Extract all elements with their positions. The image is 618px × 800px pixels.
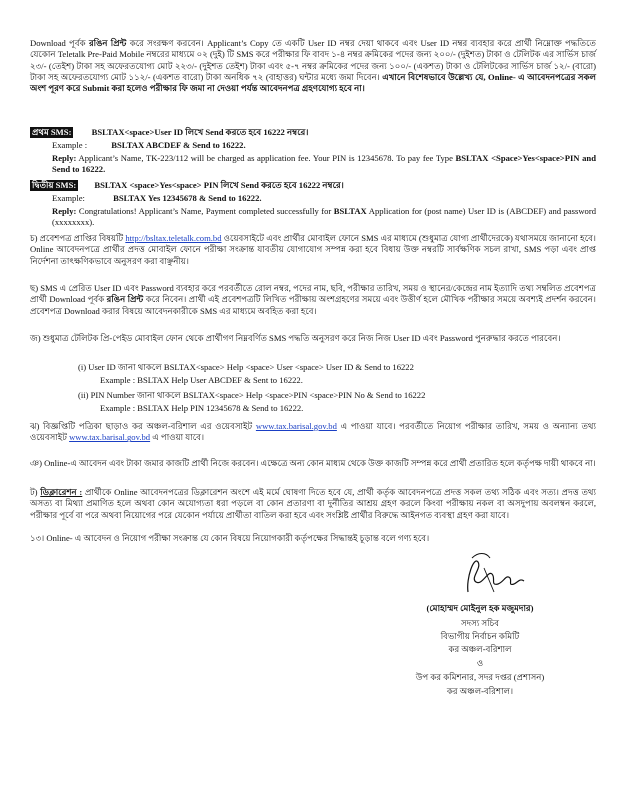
jha-text-2: এ পাওয়া যাবে। পরবর্তীতে নিয়োগ পরীক্ষার তারিখ, সময় ও অন্যান্য তথ্য ওয়েবসাইট: [30, 421, 596, 443]
cha-text-2: ওয়েবসাইটে এবং প্রার্থীর মোবাইল ফোনে SMS এর মাধ্যমে (শুধুমাত্র যোগ্য প্রার্থীদেরকে) যথাসময়ে জানানো হবে। Online আবেদনপত্রে প্রার্থীর প্রদত্ত মোবাইল ফোনে পরীক্ষা সংক্রান্ত যাবতীয় যোগাযোগ সম্পন্ন করা হবে বিধায় উক্ত নম্বরটি সার্বক্ষণিক সচল রাখা, SMS পড়া এবং প্রাপ্ত নির্দেশনা তাৎক্ষণিকভাবে অনুসরণ করা বাঞ্ছনীয়।: [30, 233, 597, 266]
recover-i-example: Example : BSLTAX Help User ABCDEF & Sent to 16222.: [100, 375, 303, 385]
sms1-example-label: Example :: [52, 140, 88, 150]
jha-text-3: এ পাওয়া যাবে।: [150, 432, 205, 443]
chha-text-2: করে নিবেন। প্রার্থী এই প্রবেশপত্রটি লিখিত পরীক্ষায় অংশগ্রহণের সময়ে এবং উত্তীর্ণ হলে মৌখিক পরীক্ষার সময়ে অবশ্যই প্রদর্শন করবেন। প্রবেশপত্র Download করার বিষয়ে আবেদনকারীকে SMS এর মাধ্যমে অবহিত করা হবে।: [30, 294, 597, 316]
signatory-line-5: উপ কর কমিশনার, সদর দপ্তর (প্রশাসন): [415, 672, 545, 682]
chha-text-1: ছ) SMS এ প্রেরিত User ID এবং Password ব্যবহার করে পরবর্তীতে রোল নম্বর, পদের নাম, ছবি, পরীক্ষার তারিখ, সময় ও স্থানের/কেন্দ্রের নাম ইত্যাদি তথ্য সম্বলিত প্রবেশপত্র প্রার্থী Download পূর্বক: [30, 283, 596, 305]
signatory-line-4: ও: [476, 658, 484, 668]
signatory-line-1: সদস্য সচিব: [460, 618, 500, 628]
sms2-reply-label: Reply:: [52, 206, 77, 216]
nya-text: ঞ) Online-এ আবেদন এবং টাকা জমার কাজটি প্রার্থী নিজে করবেন। এক্ষেত্রে অন্য কোন মাধ্যম থেকে উক্ত কাজটি সম্পন্ন করে প্রার্থী প্রতারিত হলে কর্তৃপক্ষ দায়ী থাকবে না।: [30, 458, 596, 468]
intro-notice: এখানে বিশেষভাবে উল্লেখ্য যে, Online- এ আবেদনপত্রের সকল অংশ পূরণ করে Submit করা হলেও পরীক্ষার ফি জমা না দেওয়া পর্যন্ত আবেদনপত্র গ্রহণযোগ্য হবে না।: [30, 72, 596, 94]
sms2-label: দ্বিতীয় SMS:: [32, 180, 77, 190]
recover-user-id-example: [100, 375, 303, 386]
ta-text-1: ট): [30, 487, 41, 497]
sms2-example: BSLTAX Yes 12345678 & Send to 16222.: [113, 193, 262, 203]
intro-text-2: করে সংরক্ষণ করবেন। Applicant’s Copy তে একটি User ID নম্বর দেয়া থাকবে এবং User ID নম্বর ব্যবহার করে প্রার্থী নিম্নোক্ত পদ্ধতিতে যেকোন Teletalk Pre-Paid Mobile নম্বরের মাধ্যমে ০২ (দুই) টি SMS করে পরীক্ষার ফি বাবদ ১-৪ নম্বর ক্রমিকের পদের জন্য ২০০/- (দুইশত) টাকা ও টেলিটক এর সার্ভিস চার্জ ২৩/- (তেইশ) টাকা সহ অফেরতযোগ্য মোট ২২৩/- (দুইশত তেইশ) টাকা এবং ৫-৭ নম্বর ক্রমিকের পদের জন্য ১০০/- (একশত) টাকা ও টেলিটকের সার্ভিস চার্জ ১২/- (বারো) টাকা সহ অফেরতযোগ্য মোট ১১২/- (একশত বারো) টাকা অনধিক ৭২ (বাহাত্তর) ঘন্টার মধ্যে জমা দিবেন।: [30, 38, 596, 83]
signatory-name: (মোহাম্মদ মোইনুল হক মজুমদার): [426, 603, 534, 613]
para-13-text: ১৩। Online- এ আবেদন ও নিয়োগ পরীক্ষা সংক্রান্ত যে কোন বিষয়ে নিয়োগকারী কর্তৃপক্ষের সিদ্ধান্তই চূড়ান্ত বলে গণ্য হবে।: [30, 533, 430, 543]
recover-user-id: [78, 362, 414, 373]
signatory-line-2: বিভাগীয় নির্বাচন কমিটি: [440, 631, 520, 641]
recover-pin: [78, 390, 425, 401]
sms1-format: BSLTAX<space>User ID লিখে Send করতে হবে 16222 নম্বরে।: [91, 127, 309, 137]
paragraph-jha: [30, 421, 596, 444]
signatory-line-6: কর অঞ্চল-বরিশাল।: [446, 686, 514, 696]
intro-color-print: রঙিন প্রিন্ট: [88, 38, 127, 48]
ta-text-2: প্রার্থীকে Online আবেদনপত্রের ডিক্লারেশন অংশে এই মর্মে ঘোষণা দিতে হবে যে, প্রার্থী কর্তৃক আবেদনপত্রে প্রদত্ত সকল তথ্য সঠিক এবং সত্য। প্রদত্ত তথ্য অসত্য বা মিথ্যা প্রমাণিত হলে অথবা কোন অযোগ্যতা ধরা পড়লে বা কোন প্রতারণা বা দুর্নীতির আশ্রয় গ্রহণ করলে কিংবা পরীক্ষায় নকল বা অসদুপায় অবলম্বন করলে, পরীক্ষার পূর্বে বা পরে অথবা নিয়োগের পরে যেকোন পর্যায়ে প্রার্থীতা বাতিল করা হবে এবং সংশ্লিষ্ট প্রার্থীর বিরুদ্ধে আইনগত ব্যবস্থা গ্রহণ করা যাবে।: [30, 487, 596, 520]
sms2-example-line: [52, 193, 262, 204]
sms1-reply: [52, 153, 596, 176]
paragraph-cha: [30, 233, 596, 267]
sms1-reply-bold: BSLTAX <Space>Yes<space>PIN and Send to 16222.: [52, 153, 596, 175]
paragraph-chha: [30, 283, 596, 317]
teletalk-link[interactable]: http://bsltax.teletalk.com.bd: [125, 233, 222, 243]
recover-i-text: (i) User ID জানা থাকলে BSLTAX<space> Help <space> User <space> User ID & Send to 16222: [78, 362, 414, 372]
handwritten-signature: [448, 548, 528, 598]
sms1-example-line: [52, 140, 246, 151]
sms1-example: BSLTAX ABCDEF & Send to 16222.: [111, 140, 246, 150]
recover-pin-example: [100, 403, 303, 414]
recover-ii-example: Example : BSLTAX Help PIN 12345678 & Send to 16222.: [100, 403, 304, 413]
sms2-reply: [52, 206, 596, 229]
tax-barisal-link-2[interactable]: www.tax.barisal.gov.bd: [69, 432, 151, 443]
tax-barisal-link-1[interactable]: www.tax.barisal.gov.bd: [255, 421, 337, 431]
recover-ii-text: (ii) PIN Number জানা থাকলে BSLTAX<space> Help <space>PIN <space>PIN No & Send to 16222: [78, 390, 426, 400]
jha-text-1: ঝ) বিজ্ঞপ্তিটি পত্রিকা ছাড়াও কর অঞ্চল-বরিশাল এর ওয়েবসাইট: [30, 421, 256, 431]
sms2-format-line: [30, 180, 344, 191]
sms2-example-label: Example:: [52, 193, 85, 203]
sms2-reply-text-1: Congratulations! Applicant’s Name, Payment completed successfully for: [76, 206, 334, 216]
chha-color-print: রঙিন প্রিন্ট: [106, 294, 144, 305]
intro-text-1: Download পূর্বক: [30, 38, 89, 48]
paragraph-ja: [30, 333, 596, 344]
paragraph-nya: [30, 458, 596, 469]
sms2-reply-bold: BSLTAX: [333, 206, 367, 216]
sms1-reply-text: Applicant’s Name, TK-223/112 will be charged as application fee. Your PIN is 12345678. To pay fee Type: [76, 153, 456, 163]
ja-text: জ) শুধুমাত্র টেলিটক প্রি-পেইড মোবাইল ফোন থেকে প্রার্থীগণ নিম্নবর্ণিত SMS পদ্ধতি অনুসরণ করে নিজ নিজ User ID এবং Password পুনরুদ্ধার করতে পারবেন।: [30, 333, 561, 343]
intro-paragraph: [30, 38, 596, 95]
sms1-format-line: [30, 127, 308, 138]
sms1-reply-label: Reply:: [52, 153, 77, 163]
paragraph-13: [30, 533, 596, 544]
sms1-label: প্রথম SMS:: [32, 127, 72, 137]
sms2-format: BSLTAX <space>Yes<space> PIN লিখে Send করতে হবে 16222 নম্বরে।: [94, 180, 344, 190]
signatory-line-3: কর অঞ্চল-বরিশাল: [448, 644, 512, 654]
sms2-reply-text-2: Application for (post name) User ID is (ABCDEF) and password (xxxxxxxx).: [52, 206, 596, 228]
declaration-heading: ডিক্লারেশন :: [40, 487, 83, 497]
paragraph-ta: [30, 487, 596, 521]
cha-text-1: চ) প্রবেশপত্র প্রাপ্তির বিষয়টি: [30, 233, 126, 243]
